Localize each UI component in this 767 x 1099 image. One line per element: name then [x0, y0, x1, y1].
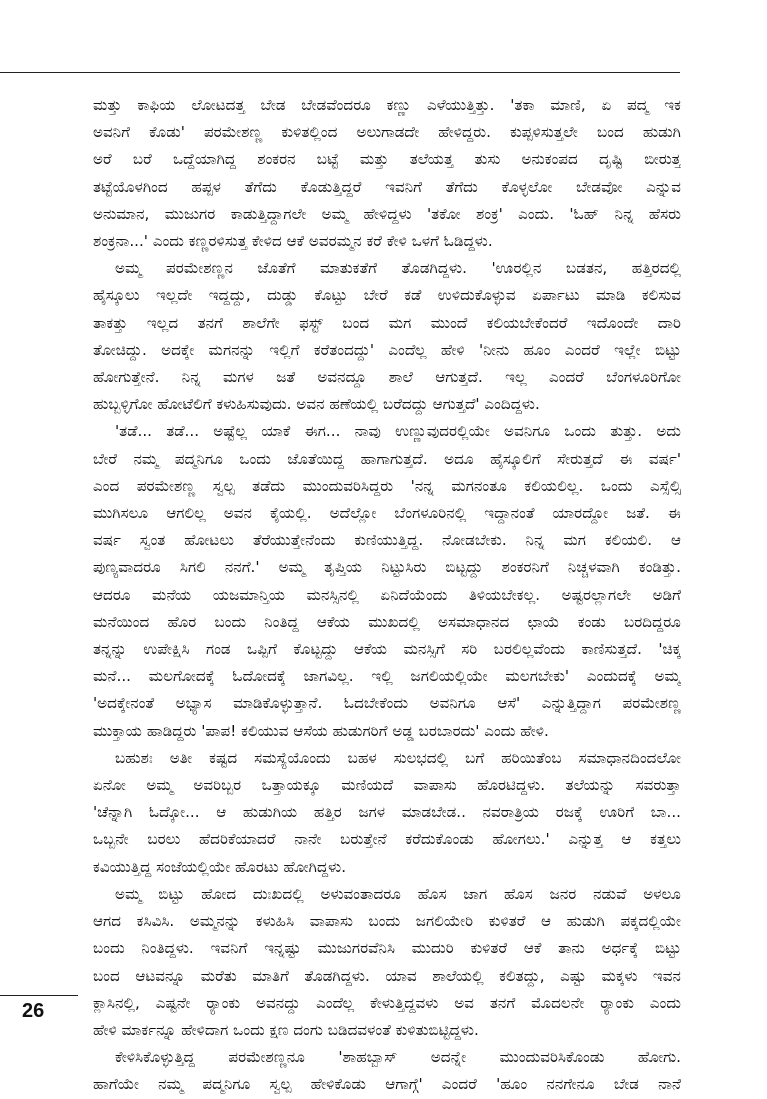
text-line: ಏನೋ ಅಮ್ಮ ಅವರಿಬ್ಬರ ಒತ್ತಾಯಕ್ಕೂ ಮಣಿಯದೆ ವಾಪಾಸು ಹೊರಟಿದ್ದಳು. ತಲೆಯನ್ನು ಸವರುತ್ತಾ — [93, 776, 681, 795]
text-line: ಅರೆ ಬರೆ ಒದ್ದೆಯಾಗಿದ್ದ ಶಂಕರನ ಬಟ್ಟೆ ಮತ್ತು ತಲೆಯತ್ತ ತುಸು ಅನುಕಂಪದ ದೃಷ್ಟಿ ಬೀರುತ್ತ — [93, 150, 681, 169]
text-line: ತನ್ನನ್ನು ಉಪೇಕ್ಷಿಸಿ ಗಂಡ ಒಪ್ಪಿಗೆ ಕೊಟ್ಟದ್ದು ಆಕೆಯ ಮನಸ್ಸಿಗೆ ಸರಿ ಬರಲಿಲ್ಲವೆಂದು ಕಾಣಿಸುತ್ತದೆ. 'ಚಿಕ್ಕ — [93, 640, 681, 659]
text-line: ಮುಗಿಸಲೂ ಆಗಲಿಲ್ಲ ಅವನ ಕೈಯಲ್ಲಿ. ಅದೆಲ್ಲೋ ಬೆಂಗಳೂರಿನಲ್ಲಿ ಇದ್ದಾನಂತೆ ಯಾರದ್ದೋ ಜತೆ. ಈ — [93, 504, 681, 523]
text-line: ತೋಚಿದ್ದು. ಅದಕ್ಕೇ ಮಗನನ್ನು ಇಲ್ಲಿಗೆ ಕರೆತಂದದ್ದು' ಎಂದೆಲ್ಲ ಹೇಳಿ 'ನೀನು ಹೂಂ ಎಂದರೆ ಇಲ್ಲೇ ಬಿಟ್ಟು — [93, 340, 681, 359]
text-line: 'ಅದಕ್ಕೇನಂತೆ ಅಭ್ಯಾಸ ಮಾಡಿಕೊಳ್ಳುತ್ತಾನೆ. ಓದಬೇಕೆಂದು ಅವನಿಗೂ ಆಸೆ' ಎನ್ನುತ್ತಿದ್ದಾಗ ಪರಮೇಶಣ್ಣ — [93, 694, 681, 713]
text-line: ಶಂಕ್ರನಾ...' ಎಂದು ಕಣ್ಣರಳಿಸುತ್ತ ಕೇಳಿದ ಆಕೆ ಅವರಮ್ಮನ ಕರೆ ಕೇಳಿ ಒಳಗೆ ಓಡಿದ್ದಳು. — [93, 232, 493, 251]
text-line: ಕ್ಲಾಸಿನಲ್ಲಿ, ಎಷ್ಟನೇ ರ್‍ಯಾಂಕು ಅವನದ್ದು ಎಂದೆಲ್ಲ ಕೇಳುತ್ತಿದ್ದವಳು ಅವ ತನಗೆ ಮೊದಲನೇ ರ್‍ಯಾಂಕು ಎಂದು — [93, 993, 681, 1012]
text-line: ಅನುಮಾನ, ಮುಜುಗರ ಕಾಡುತ್ತಿದ್ದಾಗಲೇ ಅಮ್ಮ ಹೇಳಿದ್ದಳು 'ತಕೋ ಶಂಕ್ರ' ಎಂದು. 'ಓಹ್ ನಿನ್ನ ಹೆಸರು — [93, 204, 681, 223]
text-line: ಮತ್ತು ಕಾಫಿಯ ಲೋಟದತ್ತ ಬೇಡ ಬೇಡವೆಂದರೂ ಕಣ್ಣು ಎಳೆಯುತ್ತಿತ್ತು. 'ತಕಾ ಮಾಣಿ, ಏ ಪದ್ಮ ಇಕ — [93, 96, 681, 114]
text-line: ತಟ್ಟೆಯೊಳಗಿಂದ ಹಪ್ಪಳ ತೆಗೆದು ಕೊಡುತ್ತಿದ್ದರೆ ಇವನಿಗೆ ತೆಗೆದು ಕೊಳ್ಳಲೋ ಬೇಡವೋ ಎನ್ನುವ — [93, 177, 681, 196]
text-line: ಮನೆಯಿಂದ ಹೊರ ಬಂದು ನಿಂತಿದ್ದ ಆಕೆಯ ಮುಖದಲ್ಲಿ ಅಸಮಾಧಾನದ ಛಾಯೆ ಕಂಡು ಬರದಿದ್ದರೂ — [93, 612, 681, 631]
text-line: ಮನೆ... ಮಲಗೋದಕ್ಕೆ ಓದೋದಕ್ಕೆ ಜಾಗವಿಲ್ಲ. ಇಲ್ಲಿ ಜಗಲಿಯಲ್ಲಿಯೇ ಮಲಗಬೇಕು' ಎಂದುದಕ್ಕೆ ಅಮ್ಮ — [93, 667, 681, 686]
text-line: 'ತಡೆ... ತಡೆ... ಅಷ್ಟೆಲ್ಲ ಯಾಕೆ ಈಗ... ನಾವು ಉಣ್ಣುವುದರಲ್ಲಿಯೇ ಅವನಿಗೂ ಒಂದು ತುತ್ತು. ಅದು — [115, 422, 681, 441]
footer-rule — [0, 995, 78, 996]
text-line: ಬಹುಶಃ ಅತೀ ಕಷ್ಟದ ಸಮಸ್ಯೆಯೊಂದು ಬಹಳ ಸುಲಭದಲ್ಲಿ ಬಗೆ ಹರಿಯಿತೆಂಬ ಸಮಾಧಾನದಿಂದಲೋ — [115, 748, 681, 767]
text-line: ಎಂದ ಪರಮೇಶಣ್ಣ ಸ್ವಲ್ಪ ತಡೆದು ಮುಂದುವರಿಸಿದ್ದರು 'ನನ್ನ ಮಗನಂತೂ ಕಲಿಯಲಿಲ್ಲ. ಒಂದು ಎಸ್ಸೆಲ್ಸಿ — [93, 476, 681, 495]
text-line: 'ಚೆನ್ನಾಗಿ ಓದ್ಕೋ... ಆ ಹುಡುಗಿಯ ಹತ್ತಿರ ಜಗಳ ಮಾಡಬೇಡ.. ನವರಾತ್ರಿಯ ರಜಕ್ಕೆ ಊರಿಗೆ ಬಾ... — [93, 803, 681, 822]
text-line: ಅಮ್ಮ ಪರಮೇಶಣ್ಣನ ಜೊತೆಗೆ ಮಾತುಕತೆಗೆ ತೊಡಗಿದ್ದಳು. 'ಊರಲ್ಲಿನ ಬಡತನ, ಹತ್ತಿರದಲ್ಲಿ — [115, 259, 681, 278]
text-line: ಬಂದು ನಿಂತಿದ್ದಳು. ಇವನಿಗೆ ಇನ್ನಷ್ಟು ಮುಜುಗರವೆನಿಸಿ ಮುದುರಿ ಕುಳಿತರೆ ಆಕೆ ತಾನು ಅರ್ಧಕ್ಕೆ ಬಿಟ್ಟು — [93, 939, 681, 958]
text-line: ಅವನಿಗೆ ಕೊಡು' ಪರಮೇಶಣ್ಣ ಕುಳಿತಲ್ಲಿಂದ ಅಲುಗಾಡದೇ ಹೇಳಿದ್ದರು. ಕುಪ್ಪಳಿಸುತ್ತಲೇ ಬಂದ ಹುಡುಗಿ — [93, 123, 681, 142]
text-line: ಆದರೂ ಮನೆಯ ಯಜಮಾನ್ತಿಯ ಮನಸ್ಸಿನಲ್ಲಿ ಏನಿದೆಯೆಂದು ತಿಳಿಯಬೇಕಲ್ಲ. ಅಷ್ಟರಲ್ಲಾಗಲೇ ಅಡಿಗೆ — [93, 585, 681, 604]
text-line: ಬೇರೆ ನಮ್ಮ ಪದ್ಮನಿಗೂ ಒಂದು ಜೊತೆಯಿದ್ದ ಹಾಗಾಗುತ್ತದೆ. ಅದೂ ಹೈಸ್ಕೂಲಿಗೆ ಸೇರುತ್ತದೆ ಈ ವರ್ಷ' — [93, 449, 681, 468]
text-line: ಆಗದ ಕಸಿವಿಸಿ. ಅಮ್ಮನನ್ನು ಕಳುಹಿಸಿ ವಾಪಾಸು ಬಂದು ಜಗಲಿಯೇರಿ ಕುಳಿತರೆ ಆ ಹುಡುಗಿ ಪಕ್ಕದಲ್ಲಿಯೇ — [93, 912, 681, 931]
text-line: ಹುಬ್ಬಳ್ಳಿಗೋ ಹೋಟೆಲಿಗೆ ಕಳುಹಿಸುವುದು. ಅವನ ಹಣೆಯಲ್ಲಿ ಬರೆದದ್ದು ಆಗುತ್ತದೆ' ಎಂದಿದ್ದಳು. — [93, 395, 540, 414]
body-text — [93, 92, 681, 1099]
text-line: ಹೋಗುತ್ತೇನೆ. ನಿನ್ನ ಮಗಳ ಜತೆ ಅವನದ್ದೂ ಶಾಲೆ ಆಗುತ್ತದೆ. ಇಲ್ಲ ಎಂದರೆ ಬೆಂಗಳೂರಿಗೋ — [93, 368, 681, 387]
page-number: 26 — [22, 1000, 45, 1022]
text-line: ಹೇಳಿ ಮಾರ್ಕನ್ನೂ ಹೇಳಿದಾಗ ಒಂದು ಕ್ಷಣ ದಂಗು ಬಡಿದವಳಂತೆ ಕುಳಿತುಬಿಟ್ಟಿದ್ದಳು. — [93, 1020, 479, 1039]
text-line: ಅಮ್ಮ ಬಿಟ್ಟು ಹೋದ ದುಃಖದಲ್ಲಿ ಅಳುವಂತಾದರೂ ಹೊಸ ಜಾಗ ಹೊಸ ಜನರ ನಡುವೆ ಅಳಲೂ — [115, 884, 681, 903]
text-line: ವರ್ಷ ಸ್ವಂತ ಹೋಟಲು ತೆರೆಯುತ್ತೇನೆಂದು ಕುಣಿಯುತ್ತಿದ್ದ. ನೋಡಬೇಕು. ನಿನ್ನ ಮಗ ಕಲಿಯಲಿ. ಆ — [93, 531, 681, 550]
text-line: ಬಂದ ಆಟವನ್ನೂ ಮರೆತು ಮಾತಿಗೆ ತೊಡಗಿದ್ದಳು. ಯಾವ ಶಾಲೆಯಲ್ಲಿ ಕಲಿತದ್ದು, ಎಷ್ಟು ಮಕ್ಕಳು ಇವನ — [93, 966, 681, 985]
text-line: ಒಬ್ಬನೇ ಬರಲು ಹೆದರಿಕೆಯಾದರೆ ನಾನೇ ಬರುತ್ತೇನೆ ಕರೆದುಕೊಂಡು ಹೋಗಲು.' ಎನ್ನುತ್ತ ಆ ಕತ್ತಲು — [93, 830, 681, 849]
text-line: ಹಾಗೆಯೇ ನಮ್ಮ ಪದ್ಮನಿಗೂ ಸ್ವಲ್ಪ ಹೇಳಿಕೊಡು ಆಗಾಗ್ಗೆ' ಎಂದರೆ 'ಹೂಂ ನನಗೇನೂ ಬೇಡ ನಾನೆ — [93, 1075, 681, 1094]
text-line: ಮುಕ್ತಾಯ ಹಾಡಿದ್ದರು 'ಪಾಪ! ಕಲಿಯುವ ಆಸೆಯ ಹುಡುಗರಿಗೆ ಅಡ್ಡ ಬರಬಾರದು' ಎಂದು ಹೇಳಿ. — [93, 721, 549, 740]
top-rule — [0, 72, 680, 73]
text-line: ತಾಕತ್ತು ಇಲ್ಲದ ತನಗೆ ಶಾಲೆಗೇ ಫಸ್ಟ್ ಬಂದ ಮಗ ಮುಂದೆ ಕಲಿಯಬೇಕೆಂದರೆ ಇದೊಂದೇ ದಾರಿ — [93, 313, 681, 332]
text-line: ಪುಣ್ಯವಾದರೂ ಸಿಗಲಿ ನನಗೆ.' ಅಮ್ಮ ತೃಪ್ತಿಯ ನಿಟ್ಟುಸಿರು ಬಿಟ್ಟದ್ದು ಶಂಕರನಿಗೆ ನಿಚ್ಚಳವಾಗಿ ಕಂಡಿತ್ತು. — [93, 558, 681, 577]
text-line: ಕೇಳಿಸಿಕೊಳ್ಳುತ್ತಿದ್ದ ಪರಮೇಶಣ್ಣನೂ 'ಶಾಹಬ್ಬಾಸ್ ಅದನ್ನೇ ಮುಂದುವರಿಸಿಕೊಂಡು ಹೋಗು. — [115, 1048, 681, 1067]
text-line: ಕವಿಯುತ್ತಿದ್ದ ಸಂಜೆಯಲ್ಲಿಯೇ ಹೊರಟು ಹೋಗಿದ್ದಳು. — [93, 857, 347, 876]
text-line: ಹೈಸ್ಕೂಲು ಇಲ್ಲದೇ ಇದ್ದದ್ದು, ದುಡ್ಡು ಕೊಟ್ಟು ಬೇರೆ ಕಡೆ ಉಳಿದುಕೊಳ್ಳುವ ಏರ್ಪಾಟು ಮಾಡಿ ಕಲಿಸುವ — [93, 286, 681, 305]
